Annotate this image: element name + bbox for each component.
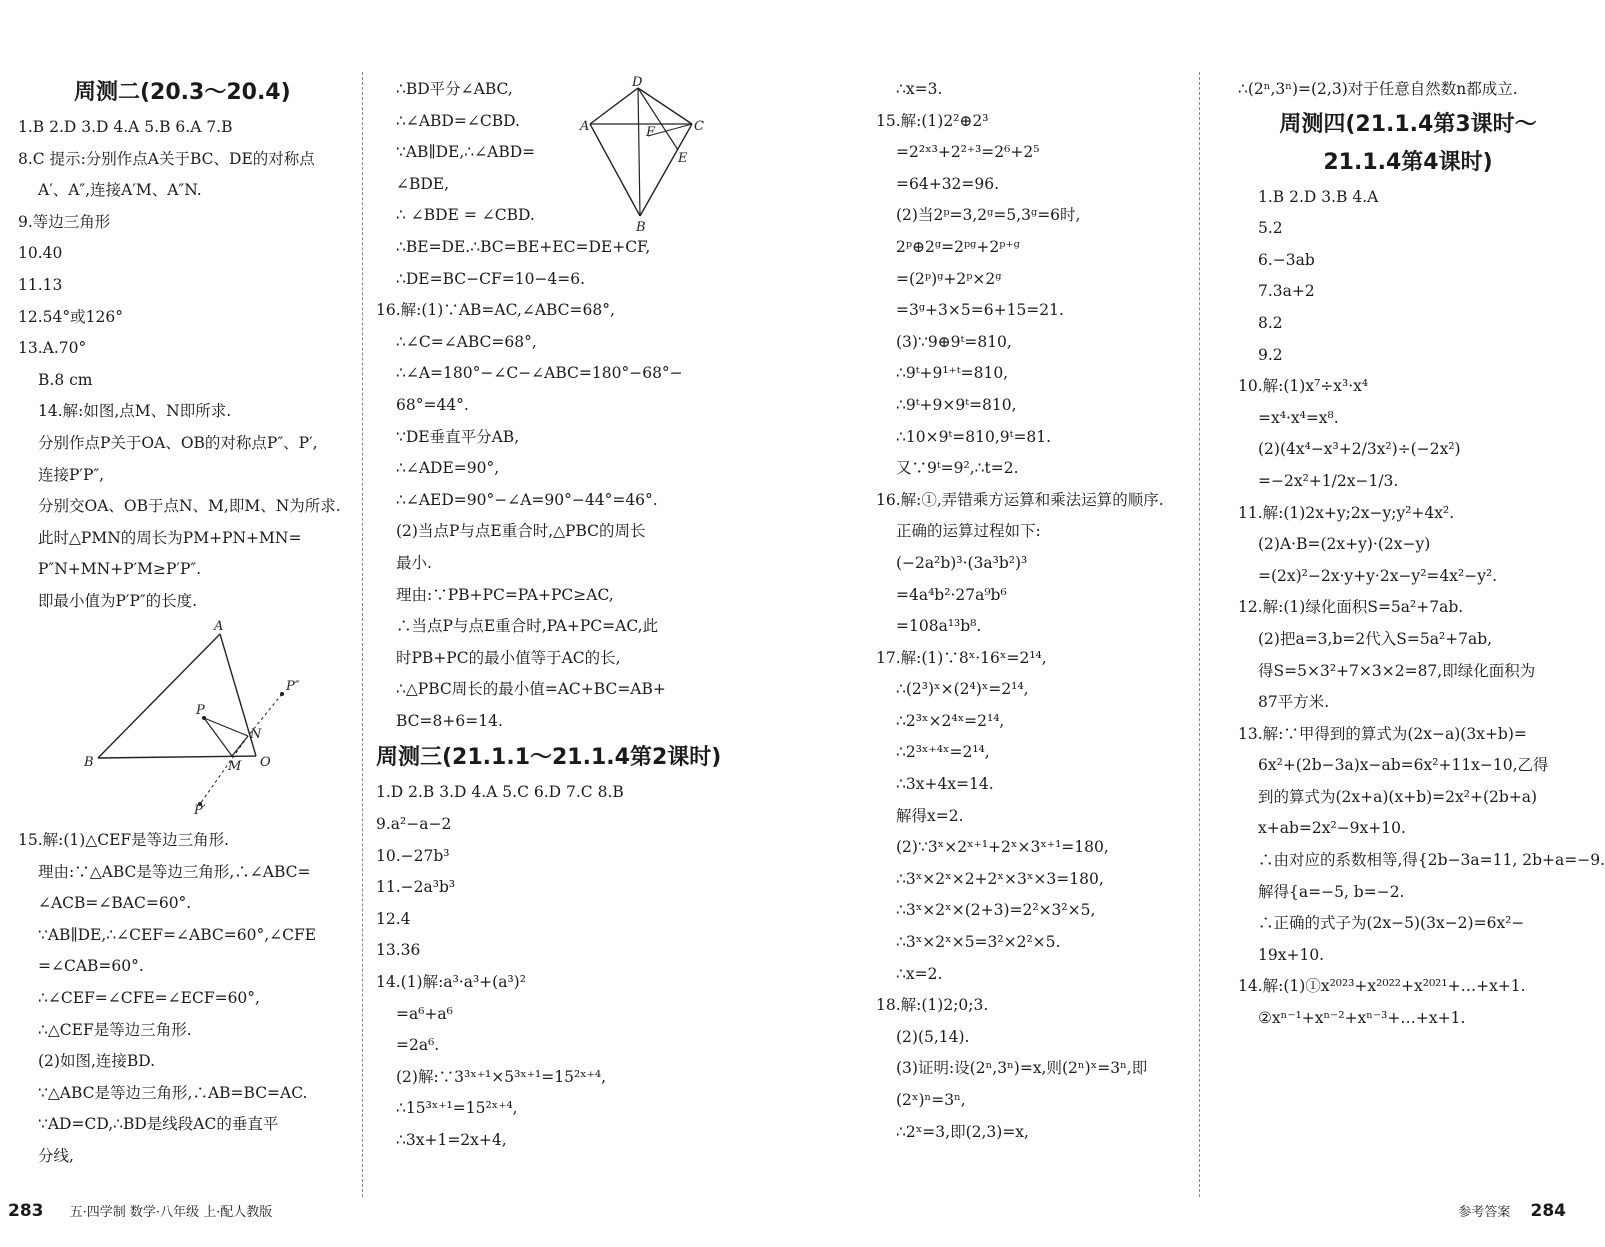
text-line: 14.解:(1)①x²⁰²³+x²⁰²²+x²⁰²¹+…+x+1. (1238, 977, 1526, 996)
text-line: ∴∠AED=90°−∠A=90°−44°=46°. (396, 490, 658, 509)
text-line: 5.2 (1258, 219, 1283, 238)
footer-right (1458, 1201, 1566, 1221)
text-line: ∴正确的式子为(2x−5)(3x−2)=6x²− (1258, 914, 1525, 933)
text-line: 12.54°或126° (18, 307, 123, 326)
text-line: ∴x=2. (896, 964, 943, 983)
text-line: ∴9ᵗ+9×9ᵗ=810, (896, 395, 1017, 414)
text-line: =108a¹³b⁸. (896, 617, 982, 636)
footer-left (8, 1201, 272, 1221)
text-line: 11.−2a³b³ (376, 878, 456, 897)
text-line: BC=8+6=14. (396, 711, 503, 730)
text-line: 8.C 提示:分别作点A关于BC、DE的对称点 (18, 149, 315, 168)
text-line: ∴(2ⁿ,3ⁿ)=(2,3)对于任意自然数n都成立. (1238, 80, 1518, 98)
text-line: 9.2 (1258, 345, 1283, 364)
text-line: 15.解:(1)△CEF是等边三角形. (18, 831, 230, 850)
text-line: ∴∠CEF=∠CFE=∠ECF=60°, (38, 989, 260, 1008)
text-line: ∵AD=CD,∴BD是线段AC的垂直平 (38, 1115, 279, 1134)
text-line: (3)∵9⊕9ᵗ=810, (896, 332, 1012, 351)
text-line: 分别交OA、OB于点N、M,即M、N为所求. (38, 497, 341, 516)
text-line: 时PB+PC的最小值等于AC的长, (396, 648, 621, 667)
text-line: (−2a²b)³·(3a³b²)³ (896, 553, 1028, 572)
text-line: 19x+10. (1258, 945, 1325, 964)
text-line: 7.3a+2 (1258, 282, 1315, 301)
text-line: (2)∵3ˣ×2ˣ⁺¹+2ˣ×3ˣ⁺¹=180, (896, 838, 1109, 857)
text-line: 此时△PMN的周长为PM+PN+MN= (38, 528, 302, 547)
text-line: ∴∠ADE=90°, (396, 459, 500, 478)
text-line: ∴(2³)ˣ×(2⁴)ˣ=2¹⁴, (896, 680, 1029, 699)
text-line: (2)解:∵3³ˣ⁺¹×5³ˣ⁺¹=15²ˣ⁺⁴, (396, 1067, 607, 1086)
text-line: ∴△CEF是等边三角形. (38, 1020, 192, 1039)
text-line: ∠ACB=∠BAC=60°. (38, 894, 192, 913)
text-line: ∴ ∠BDE = ∠CBD. (396, 206, 535, 225)
section-heading-week2: 周测二(20.3～20.4) (74, 80, 291, 105)
text-line: 解得x=2. (896, 806, 964, 825)
fig1-label: M (228, 758, 242, 774)
text-line: ∴3ˣ×2ˣ×(2+3)=2²×3²×5, (896, 901, 1096, 920)
text-line: =2a⁶. (396, 1036, 440, 1055)
text-line: ∴3x+1=2x+4, (396, 1131, 507, 1149)
text-line: ②xⁿ⁻¹+xⁿ⁻²+xⁿ⁻³+…+x+1. (1258, 1009, 1466, 1028)
text-line: 1.B 2.D 3.D 4.A 5.B 6.A 7.B (18, 118, 233, 136)
text-line: ∴3ˣ×2ˣ×5=3²×2²×5. (896, 933, 1061, 952)
text-line: =(2x)²−2x·y+y·2x−y²=4x²−y². (1258, 566, 1498, 585)
fig1-label: P (196, 702, 205, 718)
text-line: ∴BE=DE.∴BC=BE+EC=DE+CF, (396, 237, 651, 256)
text-line: 11.解:(1)2x+y;2x−y;y²+4x². (1238, 503, 1455, 522)
text-line: 解得{a=−5, b=−2. (1258, 882, 1405, 901)
text-line: ∴由对应的系数相等,得{2b−3a=11, 2b+a=−9. (1258, 851, 1605, 870)
text-line: 1.D 2.B 3.D 4.A 5.C 6.D 7.C 8.B (376, 783, 624, 802)
footer-book-info: 五·四学制 数学·八年级 上·配人教版 (69, 1205, 273, 1220)
section-heading-week3: 周测三(21.1.1～21.1.4第2课时) (376, 745, 722, 771)
text-line: 10.−27b³ (376, 846, 450, 865)
text-line: 18.解:(1)2;0;3. (876, 996, 989, 1015)
text-line: 10.40 (18, 244, 63, 263)
text-line: ∴2³ˣ×2⁴ˣ=2¹⁴, (896, 711, 1005, 730)
text-line: ∴9ᵗ+9¹⁺ᵗ=810, (896, 364, 1009, 383)
text-line: 87平方米. (1258, 693, 1330, 712)
text-line: x+ab=2x²−9x+10. (1258, 819, 1406, 838)
text-line: (2)(5,14). (896, 1027, 970, 1046)
column-1 (18, 74, 354, 1173)
text-line: 最小. (396, 553, 432, 572)
text-line: =x⁴·x⁴=x⁸. (1258, 408, 1339, 427)
column-2 (376, 74, 722, 1157)
fig1-label: P″ (286, 678, 300, 694)
text-line: 13.36 (376, 941, 421, 960)
text-line: ∴△PBC周长的最小值=AC+BC=AB+ (396, 680, 666, 699)
fig1-label: B (84, 754, 94, 770)
text-line: =4a⁴b²·27a⁹b⁶ (896, 585, 1007, 604)
fig2-label: F (646, 125, 656, 140)
section-heading-week4-cont: 21.1.4第4课时) (1323, 149, 1493, 175)
text-line: ∴2ˣ=3,即(2,3)=x, (896, 1122, 1029, 1141)
text-line: 理由:∵PB+PC=PA+PC≥AC, (396, 585, 614, 604)
text-line: 16.解:(1)∵AB=AC,∠ABC=68°, (376, 301, 615, 320)
text-line: B.8 cm (38, 370, 93, 389)
column-3 (876, 74, 1221, 1148)
text-line: =3ᵍ+3×5=6+15=21. (896, 301, 1064, 320)
text-line: 13.A.70° (18, 339, 87, 358)
text-line: ∵AB∥DE,∴∠ABD= (396, 143, 536, 162)
text-line: ∠BDE, (396, 174, 450, 193)
text-line: =(2ᵖ)ᵍ+2ᵖ×2ᵍ (896, 269, 1002, 288)
text-line: ∴∠C=∠ABC=68°, (396, 332, 537, 351)
text-line: 17.解:(1)∵8ˣ·16ˣ=2¹⁴, (876, 648, 1047, 667)
text-line: ∴10×9ᵗ=810,9ᵗ=81. (896, 427, 1052, 446)
text-line: A′、A″,连接A′M、A″N. (38, 181, 202, 200)
page-number-right: 284 (1530, 1201, 1566, 1221)
text-line: 15.解:(1)2²⊕2³ (876, 111, 989, 130)
fig2-label: C (694, 119, 704, 134)
text-line: ∵△ABC是等边三角形,∴AB=BC=AC. (38, 1083, 308, 1102)
geometry-figure-pmn (70, 618, 370, 818)
text-line: 分线, (38, 1147, 74, 1166)
text-line: 6.−3ab (1258, 250, 1315, 269)
text-line: =a⁶+a⁶ (396, 1004, 453, 1023)
fig2-label: A (580, 119, 590, 134)
text-line: 即最小值为P′P″的长度. (38, 591, 198, 610)
text-line: =∠CAB=60°. (38, 957, 144, 976)
text-line: 12.4 (376, 909, 411, 928)
text-line: (3)证明:设(2ⁿ,3ⁿ)=x,则(2ⁿ)ˣ=3ⁿ,即 (896, 1059, 1148, 1078)
text-line: ∴∠ABD=∠CBD. (396, 111, 520, 130)
text-line: (2ˣ)ⁿ=3ⁿ, (896, 1091, 966, 1109)
text-line: ∵DE垂直平分AB, (396, 427, 520, 446)
text-line: (2)当2ᵖ=3,2ᵍ=5,3ᵍ=6时, (896, 206, 1081, 225)
fig1-label: A (214, 618, 224, 634)
text-line: ∴3x+4x=14. (896, 775, 994, 794)
text-line: 11.13 (18, 275, 63, 294)
text-line: 连接P′P″, (38, 465, 105, 484)
text-line: =2²ˣ³+2²⁺³=2⁶+2⁵ (896, 143, 1040, 162)
text-line: (2)A·B=(2x+y)·(2x−y) (1258, 535, 1431, 554)
text-line: 到的算式为(2x+a)(x+b)=2x²+(2b+a) (1258, 787, 1538, 806)
text-line: 12.解:(1)绿化面积S=5a²+7ab. (1238, 598, 1464, 617)
text-line: =−2x²+1/2x−1/3. (1258, 471, 1399, 490)
text-line: 13.解:∵甲得到的算式为(2x−a)(3x+b)= (1238, 724, 1527, 743)
footer-answer-label: 参考答案 (1458, 1205, 1511, 1220)
text-line: ∴2³ˣ⁺⁴ˣ=2¹⁴, (896, 743, 990, 762)
text-line: 9.a²−a−2 (376, 815, 452, 834)
fig1-label: N (250, 726, 262, 742)
geometry-figure-kite (580, 75, 712, 235)
text-line: 正确的运算过程如下: (896, 522, 1041, 541)
text-line: 14.解:如图,点M、N即所求. (38, 402, 232, 421)
column-4 (1238, 74, 1605, 1035)
text-line: ∴15³ˣ⁺¹=15²ˣ⁺⁴, (396, 1099, 518, 1118)
text-line: =64+32=96. (896, 174, 1000, 193)
text-line: 68°=44°. (396, 395, 469, 414)
text-line: 分别作点P关于OA、OB的对称点P″、P′, (38, 433, 318, 452)
text-line: 得S=5×3²+7×3×2=87,即绿化面积为 (1258, 661, 1536, 680)
text-line: (2)(4x⁴−x³+2/3x²)÷(−2x²) (1258, 440, 1461, 459)
text-line: (2)把a=3,b=2代入S=5a²+7ab, (1258, 629, 1493, 648)
text-line: 1.B 2.D 3.B 4.A (1258, 187, 1379, 206)
text-line: 6x²+(2b−3a)x−ab=6x²+11x−10,乙得 (1258, 756, 1549, 775)
fig1-label: O (260, 754, 271, 770)
text-line: 16.解:①,弄错乘方运算和乘法运算的顺序. (876, 490, 1164, 509)
text-line: (2)如图,连接BD. (38, 1052, 156, 1071)
text-line: 14.(1)解:a³·a³+(a³)² (376, 973, 526, 992)
page-number-left: 283 (8, 1201, 44, 1221)
section-heading-week4: 周测四(21.1.4第3课时～ (1279, 111, 1537, 137)
text-line: 10.解:(1)x⁷÷x³·x⁴ (1238, 377, 1369, 396)
fig1-label: P′ (194, 802, 206, 818)
text-line: 2ᵖ⊕2ᵍ=2ᵖᵍ+2ᵖ⁺ᵍ (896, 237, 1020, 256)
fig2-label: E (678, 151, 688, 166)
text-line: P″N+MN+P′M≥P′P″. (38, 560, 202, 579)
text-line: 又∵9ᵗ=9²,∴t=2. (896, 459, 1019, 478)
fig2-label: D (632, 75, 643, 90)
text-line: ∴BD平分∠ABC, (396, 80, 513, 98)
text-line: ∵AB∥DE,∴∠CEF=∠ABC=60°,∠CFE (38, 925, 317, 944)
text-line: ∴∠A=180°−∠C−∠ABC=180°−68°− (396, 364, 683, 383)
text-line: ∴x=3. (896, 80, 943, 98)
text-line: (2)当点P与点E重合时,△PBC的周长 (396, 522, 646, 541)
text-line: 理由:∵△ABC是等边三角形,∴∠ABC= (38, 862, 311, 881)
text-line: ∴DE=BC−CF=10−4=6. (396, 269, 586, 288)
fig2-label: B (636, 220, 646, 235)
text-line: 8.2 (1258, 313, 1283, 332)
text-line: ∴3ˣ×2ˣ×2+2ˣ×3ˣ×3=180, (896, 869, 1104, 888)
text-line: ∴当点P与点E重合时,PA+PC=AC,此 (396, 617, 659, 636)
text-line: 9.等边三角形 (18, 212, 111, 231)
